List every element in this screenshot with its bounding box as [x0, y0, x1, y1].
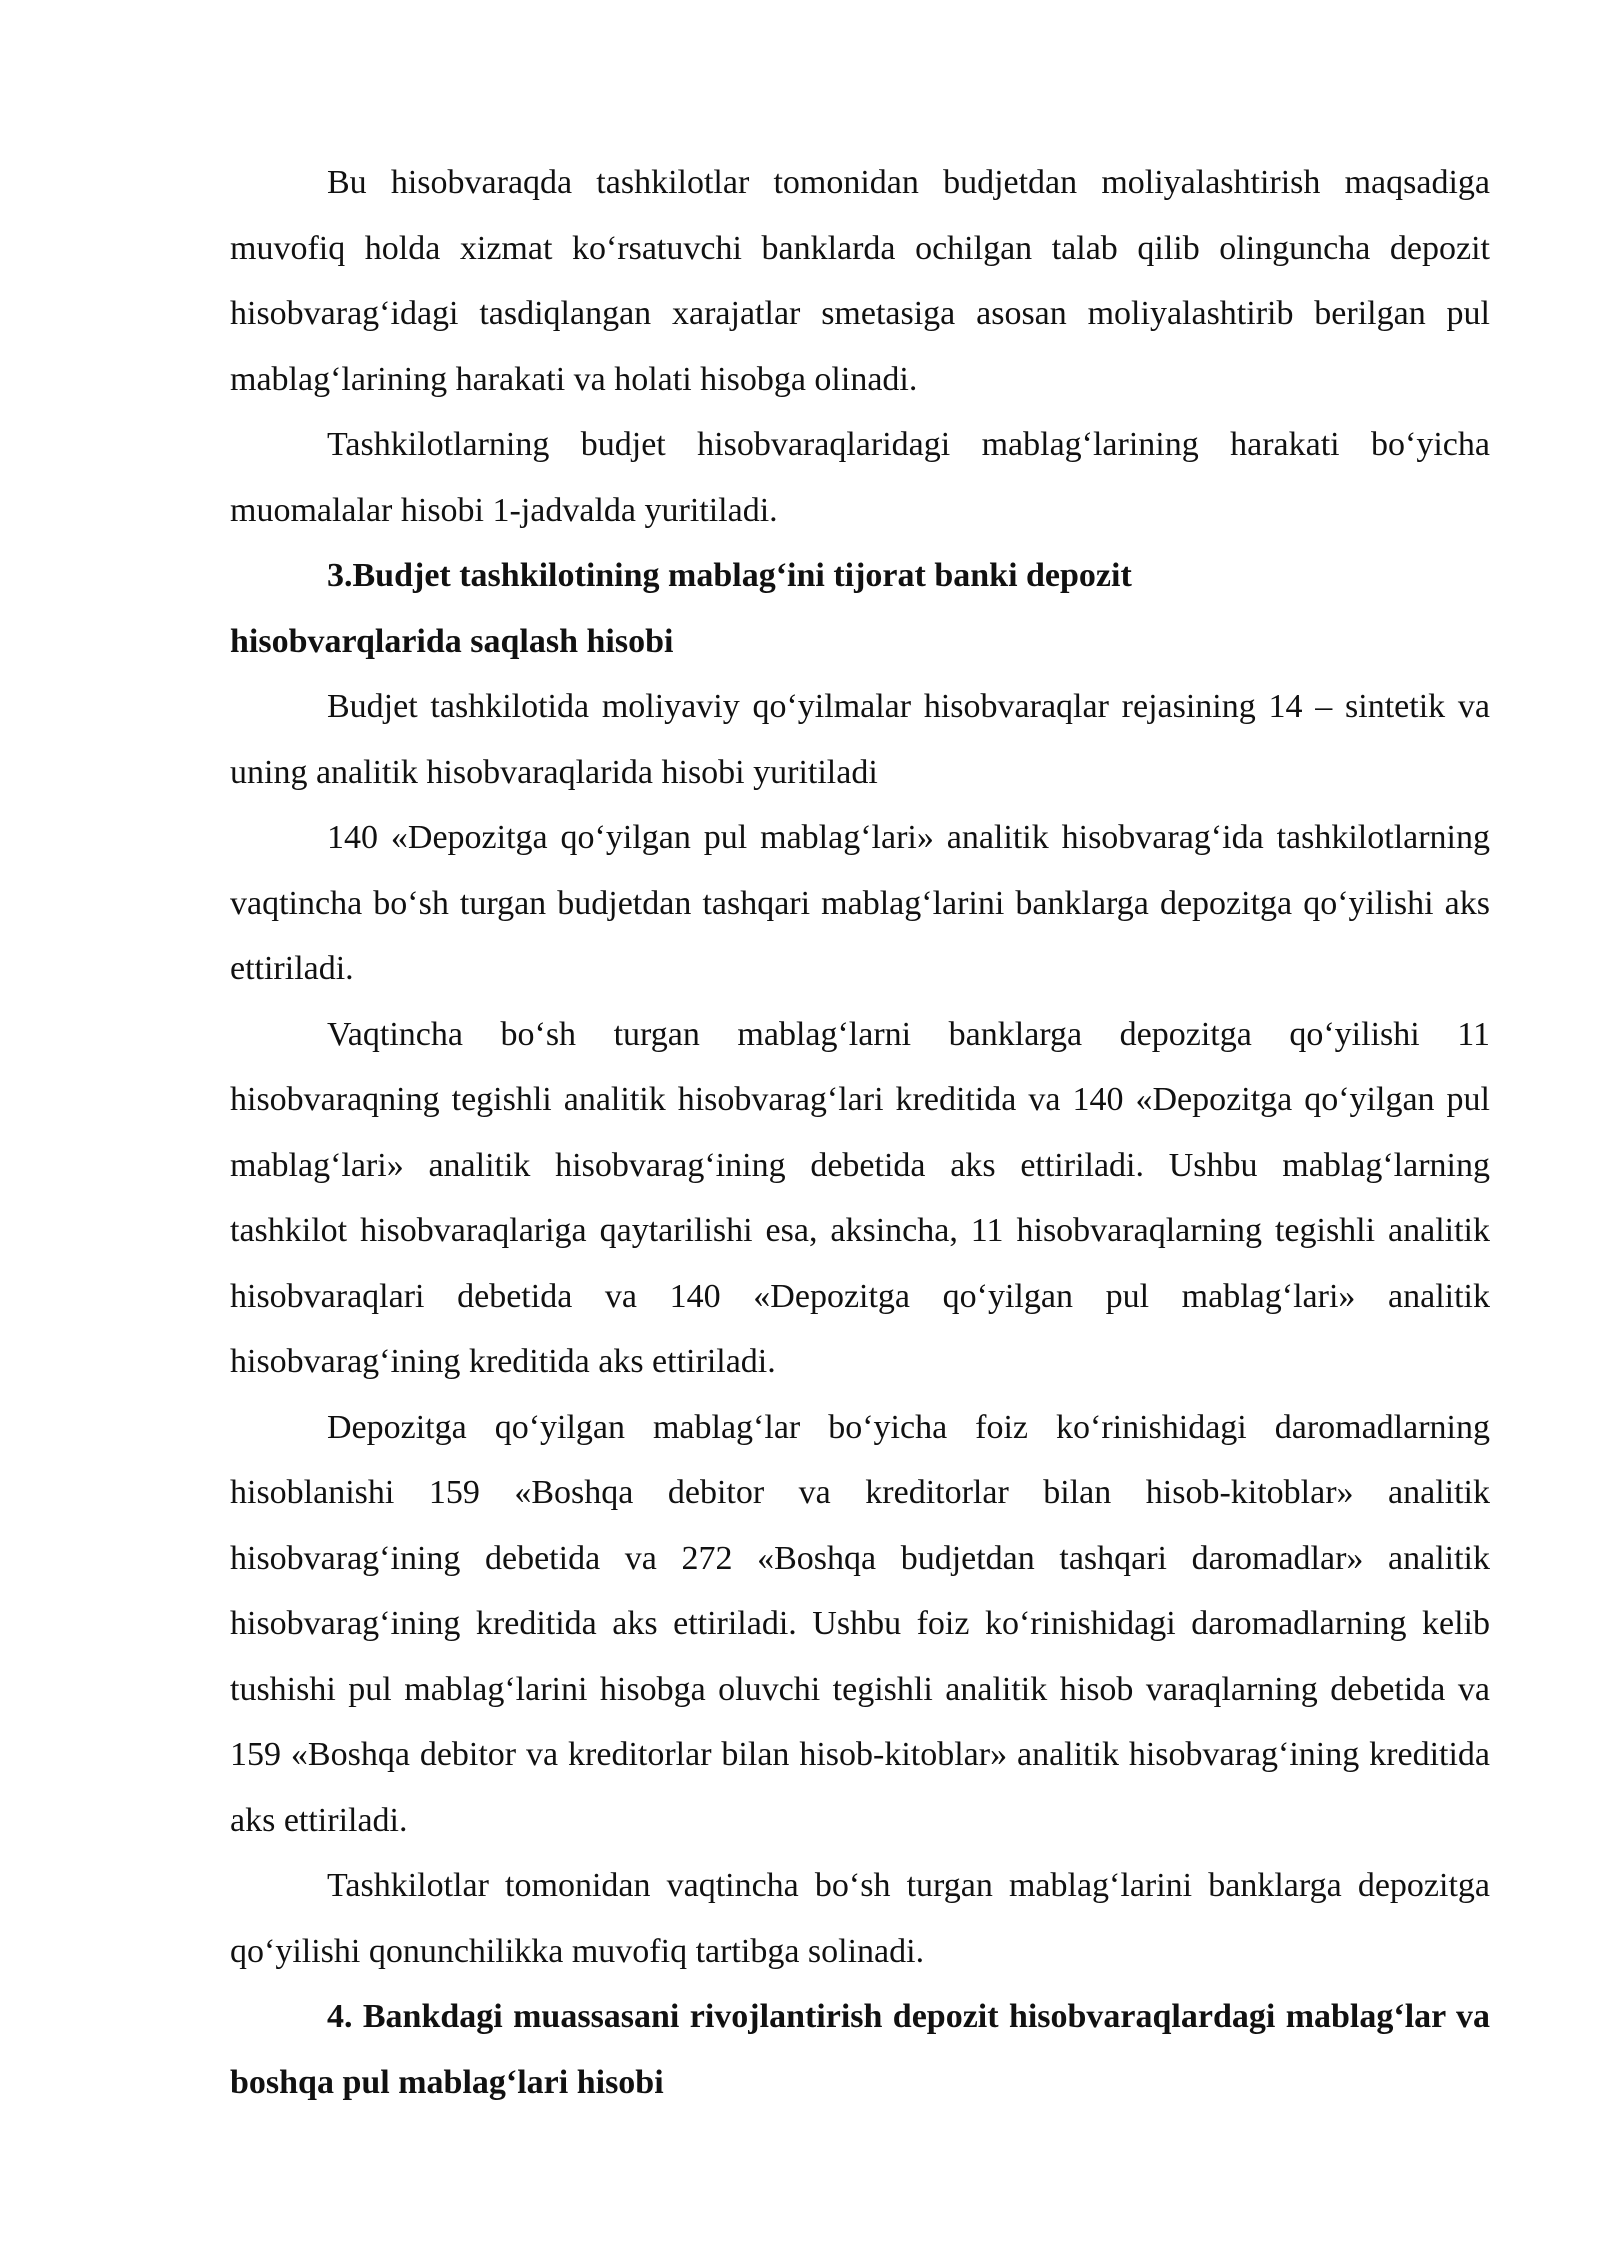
paragraph-deposit-entries: Vaqtincha bo‘sh turgan mablag‘larni banklarga depozitga qo‘yilishi 11 hisobvaraqning tegishli analitik hisobvarag‘lari kreditida va 140 «Depozitga qo‘yilgan pul mablag‘lari» analitik hisobvarag‘ining debetida aks ettiriladi. Ushbu mablag‘larning tashkilot hisobvaraqlariga qaytarilishi esa, aksincha, 11 hisobvaraqlarning tegishli analitik hisobvaraqlari debetida va 140 «Depozitga qo‘yilgan pul mablag‘lari» analitik hisobvarag‘ining kreditida aks ettiriladi. — [230, 1015, 1490, 1380]
section-heading-3 — [230, 543, 1490, 674]
section-heading-4: 4. Bankdagi muassasani rivojlantirish depozit hisobvaraqlardagi mablag‘lar va boshqa pul mablag‘lari hisobi — [230, 1998, 1490, 2101]
paragraph-financial-investments: Budjet tashkilotida moliyaviy qo‘yilmalar hisobvaraqlar rejasining 14 – sintetik va uning analitik hisobvaraqlarida hisobi yuritiladi — [230, 688, 1490, 791]
paragraph-legal-regulation: Tashkilotlar tomonidan vaqtincha bo‘sh turgan mablag‘larini banklarga depozitga qo‘yilishi qonunchilikka muvofiq tartibga solinadi. — [230, 1867, 1490, 1970]
document-page — [230, 150, 1490, 2115]
section-heading-3-line-1: 3.Budjet tashkilotining mablag‘ini tijorat banki depozit — [327, 557, 1132, 594]
paragraph-deposit-account-intro: Bu hisobvaraqda tashkilotlar tomonidan budjetdan moliyalashtirish maqsadiga muvofiq holda xizmat ko‘rsatuvchi banklarda ochilgan talab qilib olinguncha depozit hisobvarag‘idagi tasdiqlangan xarajatlar smetasiga asosan moliyalashtirib berilgan pul mablag‘larining harakati va holati hisobga olinadi. — [230, 164, 1490, 398]
paragraph-account-140: 140 «Depozitga qo‘yilgan pul mablag‘lari» analitik hisobvarag‘ida tashkilotlarning vaqtincha bo‘sh turgan budjetdan tashqari mablag‘larini banklarga depozitga qo‘yilishi aks ettiriladi. — [230, 819, 1490, 987]
paragraph-interest-income: Depozitga qo‘yilgan mablag‘lar bo‘yicha foiz ko‘rinishidagi daromadlarning hisoblanishi 159 «Boshqa debitor va kreditorlar bilan hisob-kitoblar» analitik hisobvarag‘ining debetida va 272 «Boshqa budjetdan tashqari daromadlar» analitik hisobvarag‘ining kreditida aks ettiriladi. Ushbu foiz ko‘rinishidagi daromadlarning kelib tushishi pul mablag‘larini hisobga oluvchi tegishli analitik hisob varaqlarning debetida va 159 «Boshqa debitor va kreditorlar bilan hisob-kitoblar» analitik hisobvarag‘ining kreditida aks ettiriladi. — [230, 1408, 1490, 1839]
paragraph-budget-accounts-journal: Tashkilotlarning budjet hisobvaraqlaridagi mablag‘larining harakati bo‘yicha muomalalar hisobi 1-jadvalda yuritiladi. — [230, 426, 1490, 529]
section-heading-3-line-2: hisobvarqlarida saqlash hisobi — [230, 622, 674, 660]
